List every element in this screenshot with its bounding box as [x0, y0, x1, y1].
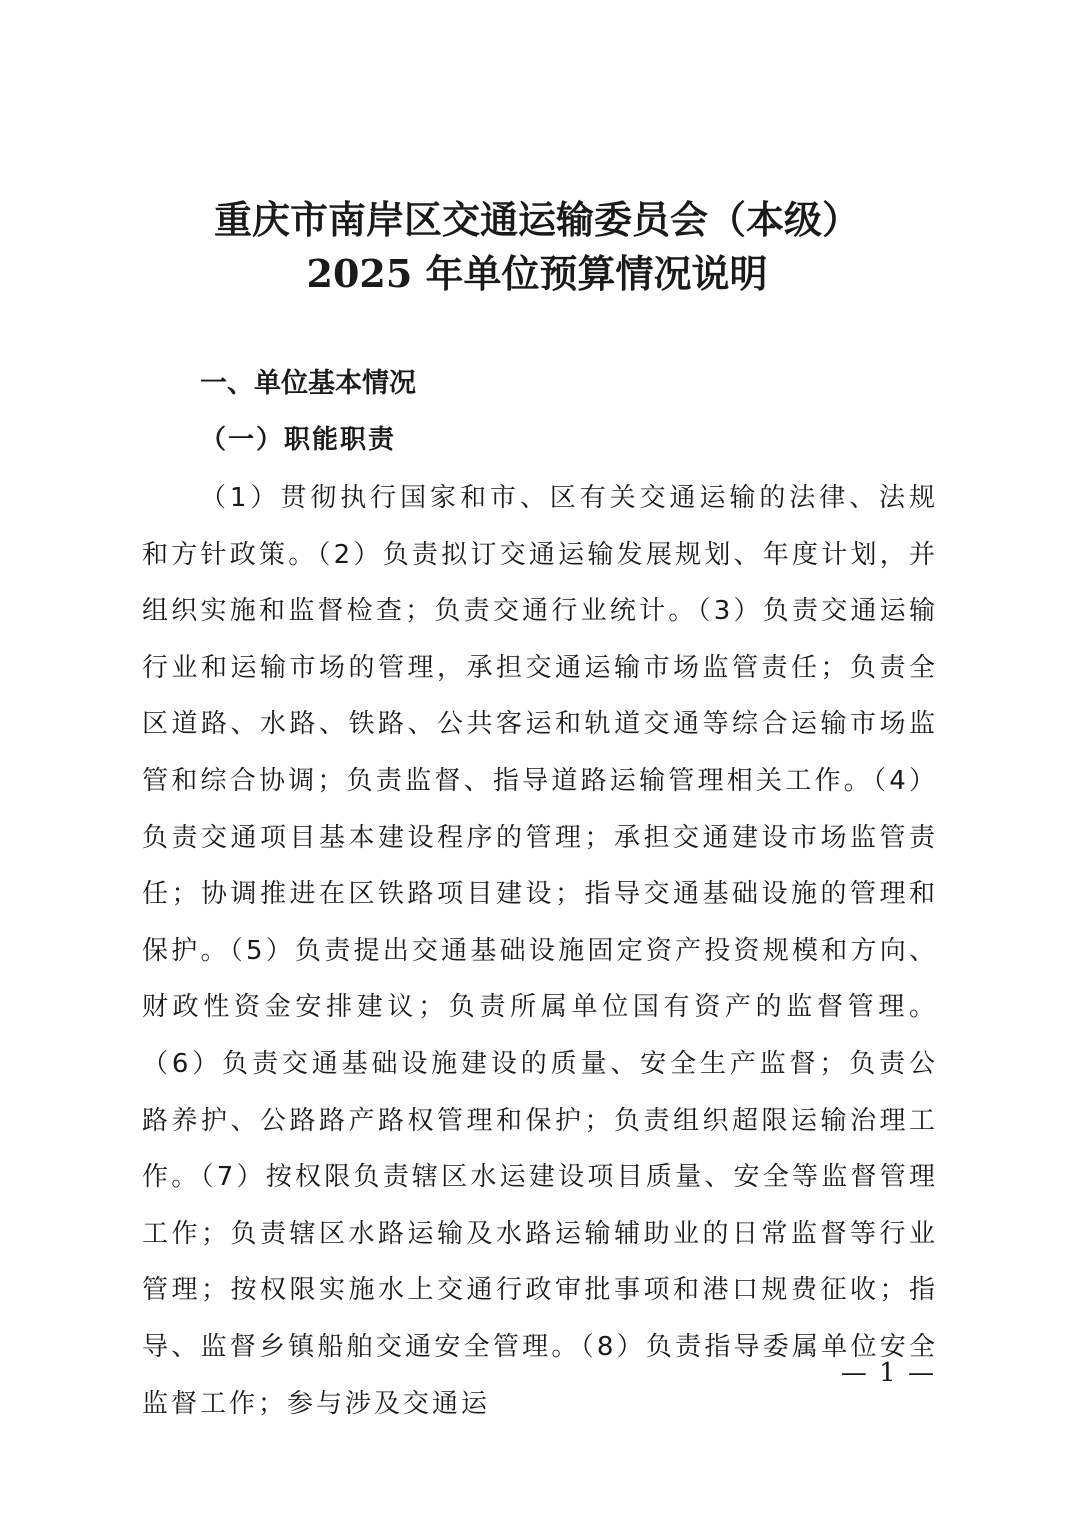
document-title-line-1: 重庆市南岸区交通运输委员会（本级）: [213, 197, 860, 242]
body-paragraph: （1）贯彻执行国家和市、区有关交通运输的法律、法规和方针政策。（2）负责拟订交通运输发展规划、年度计划，并组织实施和监督检查；负责交通行业统计。（3）负责交通运输行业和运输市场的管理，承担交通运输市场监管责任；负责全区道路、水路、铁路、公共客运和轨道交通等综合运输市场监管和综合协调；负责监督、指导道路运输管理相关工作。（4）负责交通项目基本建设程序的管理；承担交通建设市场监管责任；协调推进在区铁路项目建设；指导交通基础设施的管理和保护。（5）负责提出交通基础设施固定资产投资规模和方向、财政性资金安排建议；负责所属单位国有资产的监督管理。（6）负责交通基础设施建设的质量、安全生产监督；负责公路养护、公路路产路权管理和保护；负责组织超限运输治理工作。（7）按权限负责辖区水运建设项目质量、安全等监督管理工作；负责辖区水路运输及水路运输辅助业的日常监督等行业管理；按权限实施水上交通行政审批事项和港口规费征收；指导、监督乡镇船舶交通安全管理。（8）负责指导委属单位安全监督工作；参与涉及交通运: [142, 483, 938, 1419]
subsection-heading: （一）职能职责: [200, 425, 397, 455]
page-number: — 1 —: [840, 1358, 936, 1388]
document-title-line-2: 2025 年单位预算情况说明: [306, 251, 768, 296]
section-heading: 一、单位基本情况: [200, 368, 416, 399]
